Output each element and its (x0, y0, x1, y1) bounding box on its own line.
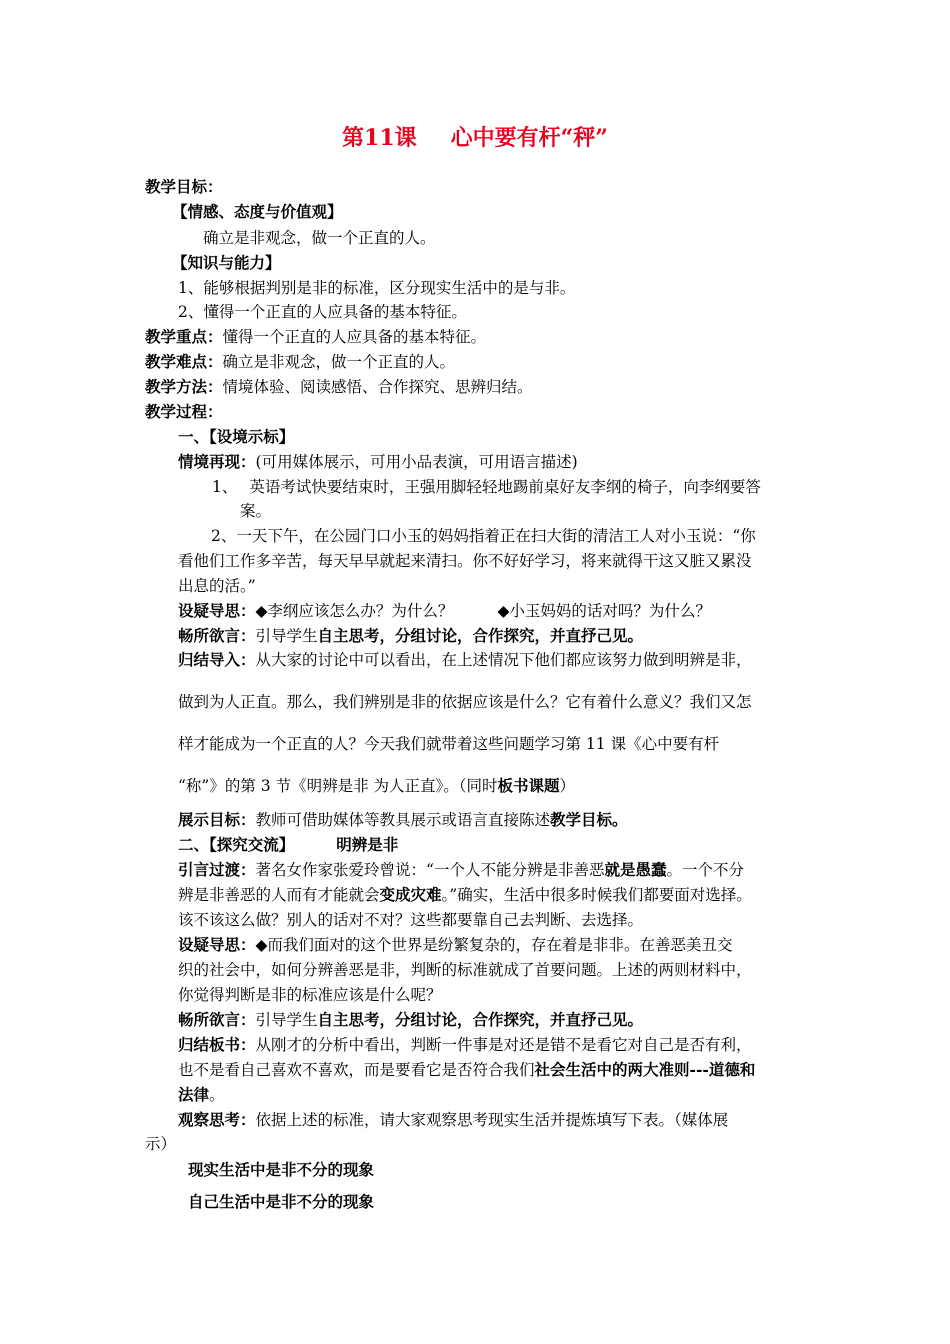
table-heading-own-life: 自己生活中是非不分的现象 (188, 1192, 375, 1211)
section2-heading-line (178, 835, 398, 855)
emotion-heading: 【情感、态度与价值观】 (172, 202, 343, 221)
summary-bold: 板书课题 (497, 776, 560, 795)
discuss2-label: 畅所欲言： (178, 1010, 256, 1029)
intro-text: 。一个不分 (666, 861, 744, 879)
board-text: 也不是看自己喜欢不喜欢，而是要看它是否符合我们 (178, 1061, 535, 1079)
question-line (178, 601, 711, 621)
case1-text: 英语考试快要结束时，王强用脚轻轻地踢前桌好友李纲的椅子，向李纲要答 (249, 478, 761, 496)
intro-label: 引言过渡： (178, 860, 256, 879)
question2-line: 织的社会中，如何分辨善恶是非，判断的标准就成了首要问题。上述的两则材料中， (178, 961, 752, 979)
difficulty-label: 教学难点： (145, 352, 223, 371)
board-text: 。 (209, 1086, 225, 1104)
intro-bold: 变成灾难 (379, 885, 442, 904)
discuss-line (178, 626, 643, 646)
scene-label: 情境再现： (178, 452, 256, 471)
board-line (178, 1085, 225, 1105)
observe-line (178, 1110, 728, 1130)
difficulty-line (145, 352, 455, 372)
board-line (178, 1060, 755, 1080)
discuss-bold: 自主思考，分组讨论，合作探究，并直抒己见。 (317, 626, 644, 645)
summary-line: 做到为人正直。那么，我们辨别是非的依据应该是什么？它有着什么意义？我们又怎 (178, 693, 752, 711)
process-heading: 教学过程： (145, 402, 223, 421)
show-label: 展示目标： (178, 810, 256, 829)
question-2: ◆小玉妈妈的话对吗？为什么？ (497, 602, 711, 620)
question2-label: 设疑导思： (178, 935, 256, 954)
discuss2-line (178, 1010, 643, 1030)
show-text: 教师可借助媒体等教具展示或语言直接陈述 (255, 811, 551, 829)
observe-label: 观察思考： (178, 1110, 256, 1129)
case1-number: 1、 (212, 478, 238, 496)
summary-text: ） (559, 777, 576, 795)
scene-text: (可用媒体展示，可用小品表演，可用语言描述) (255, 453, 578, 471)
observe-line: 示） (145, 1135, 177, 1153)
show-bold: 教学目标。 (550, 810, 628, 829)
knowledge-item: 2、懂得一个正直的人应具备的基本特征。 (178, 303, 467, 321)
method-line (145, 377, 533, 397)
method-text: 情境体验、阅读感悟、合作探究、思辨归结。 (222, 378, 533, 396)
summary-text: “称”》的第 3 节《明辨是非 为人正直》。（同时 (178, 777, 498, 795)
board-bold: 社会生活中的两大准则---道德和 (534, 1060, 756, 1079)
goals-heading: 教学目标： (145, 177, 223, 196)
key-point-text: 懂得一个正直的人应具备的基本特征。 (222, 328, 487, 346)
table-heading-real-life: 现实生活中是非不分的现象 (188, 1160, 375, 1179)
summary-line (178, 776, 575, 796)
difficulty-text: 确立是非观念，做一个正直的人。 (222, 353, 456, 371)
lesson-name: 心中要有杆“秤” (450, 125, 608, 151)
method-label: 教学方法： (145, 377, 223, 396)
section2-subheading: 明辨是非 (336, 835, 399, 854)
question2-line (178, 935, 732, 955)
discuss2-bold: 自主思考，分组讨论，合作探究，并直抒己见。 (317, 1010, 644, 1029)
emotion-text: 确立是非观念，做一个正直的人。 (203, 229, 436, 247)
intro-text: 。”确实，生活中很多时候我们都要面对选择。 (441, 886, 752, 904)
board-text: 从刚才的分析中看出，判断一件事是对还是错不是看它对自己是否有利， (255, 1036, 752, 1054)
board-line (178, 1035, 752, 1055)
board-label: 归结板书： (178, 1035, 256, 1054)
question2-text: ◆而我们面对的这个世界是纷繁复杂的，存在着是非非。在善恶美丑交 (255, 936, 733, 954)
section2-heading: 二、【探究交流】 (178, 835, 295, 854)
discuss-label: 畅所欲言： (178, 626, 256, 645)
case2-line: 2、一天下午，在公园门口小玉的妈妈指着正在扫大街的清洁工人对小玉说：“你 (211, 527, 756, 545)
intro-line (178, 860, 744, 880)
question-label: 设疑导思： (178, 601, 256, 620)
question-1: ◆李纲应该怎么办？为什么？ (255, 602, 454, 620)
discuss-prefix: 引导学生 (255, 627, 318, 645)
summary-line: 样才能成为一个正直的人？今天我们就带着这些问题学习第 11 课《心中要有杆 (178, 735, 720, 753)
summary-text: 从大家的讨论中可以看出，在上述情况下他们都应该努力做到明辨是非， (255, 651, 752, 669)
case2-line: 看他们工作多辛苦，每天早早就起来清扫。你不好好学习，将来就得干这又脏又累没 (178, 552, 752, 570)
key-point-label: 教学重点： (145, 327, 223, 346)
observe-text: 依据上述的标准，请大家观察思考现实生活并提炼填写下表。（媒体展 (255, 1111, 729, 1129)
key-point-line (145, 327, 486, 347)
knowledge-item: 1、能够根据判别是非的标准，区分现实生活中的是与非。 (178, 279, 576, 297)
board-bold: 法律 (178, 1085, 210, 1104)
lesson-number: 第11课 (342, 125, 417, 151)
scene-line (178, 452, 578, 472)
section1-heading: 一、【设境示标】 (178, 427, 295, 446)
summary-line (178, 650, 752, 670)
intro-text: 著名女作家张爱玲曾说：“一个人不能分辨是非善恶 (255, 861, 605, 879)
case2-line: 出息的活。” (178, 577, 256, 595)
question2-line: 你觉得判断是非的标准应该是什么呢？ (178, 986, 442, 1004)
lesson-title (0, 124, 950, 152)
knowledge-heading: 【知识与能力】 (172, 253, 281, 272)
intro-bold: 就是愚蠢 (604, 860, 667, 879)
case1-line1 (212, 477, 761, 497)
summary-label: 归结导入： (178, 650, 256, 669)
intro-line: 该不该这么做？别人的话对不对？这些都要靠自己去判断、去选择。 (178, 911, 644, 929)
case1-line2: 案。 (240, 502, 272, 520)
show-goals-line (178, 810, 628, 830)
intro-text: 辨是非善恶的人而有才能就会 (178, 886, 380, 904)
intro-line (178, 885, 752, 905)
discuss2-prefix: 引导学生 (255, 1011, 318, 1029)
